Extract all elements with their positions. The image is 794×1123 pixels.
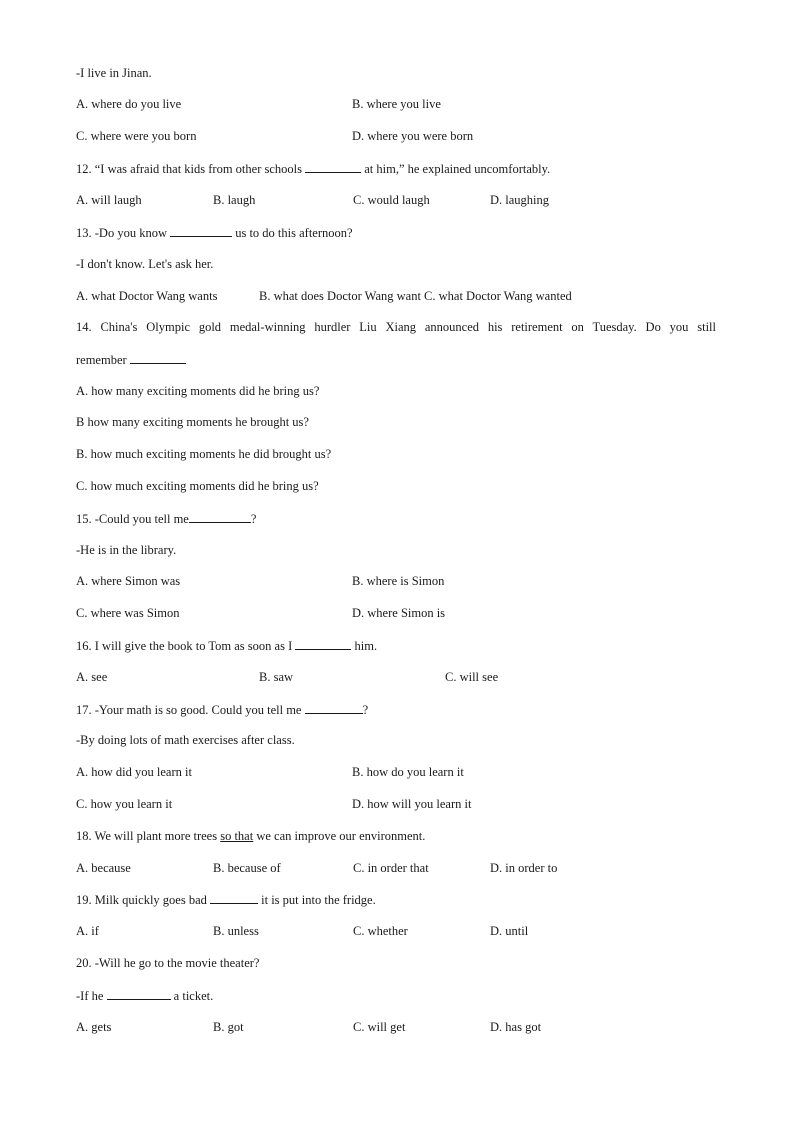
option-b-alt: B. how much exciting moments he did brought us?: [76, 447, 332, 461]
option-c: C. would laugh: [353, 193, 430, 207]
answer-blank: [170, 224, 232, 237]
question-text: -If he: [76, 989, 107, 1003]
option-b: B. saw: [259, 670, 294, 684]
option-d: D. where you were born: [352, 129, 474, 143]
option-b: B. unless: [213, 924, 259, 938]
option-b: B. got: [213, 1020, 244, 1034]
question-text: it is put into the fridge.: [258, 893, 376, 907]
option-d: D. until: [490, 924, 529, 938]
question-14-cont: [76, 351, 186, 368]
question-text: us to do this afternoon?: [232, 226, 353, 240]
option-c: C. how much exciting moments did he bring us?: [76, 479, 319, 493]
option-d: D. in order to: [490, 861, 558, 875]
question-18: [76, 828, 425, 844]
answer-blank: [305, 701, 363, 714]
question-14: 14. China's Olympic gold medal-winning hurdler Liu Xiang announced his retirement on Tuesday. Do you still: [76, 320, 716, 334]
question-text: 17. -Your math is so good. Could you tell me: [76, 703, 305, 717]
answer-blank: [130, 351, 186, 364]
option-b: B. where you live: [352, 97, 441, 111]
question-text: we can improve our environment.: [253, 829, 426, 843]
option-c: C. how you learn it: [76, 797, 173, 811]
option-c: C. in order that: [353, 861, 429, 875]
question-text: 12. “I was afraid that kids from other schools: [76, 162, 306, 176]
option-a: A. see: [76, 670, 108, 684]
question-text: him.: [351, 639, 378, 653]
question-17: [76, 701, 368, 718]
option-b: B. because of: [213, 861, 281, 875]
option-a: A. what Doctor Wang wants: [76, 289, 218, 303]
option-bc: B. what does Doctor Wang want C. what Doctor Wang wanted: [259, 289, 572, 303]
option-b: B how many exciting moments he brought us?: [76, 415, 309, 429]
option-a: A. gets: [76, 1020, 112, 1034]
underlined-phrase: so that: [220, 829, 254, 843]
question-13: [76, 224, 353, 241]
answer-line: -I live in Jinan.: [76, 66, 152, 80]
option-a: A. if: [76, 924, 99, 938]
question-text: ?: [362, 703, 369, 717]
answer-blank: [295, 637, 351, 650]
question-text: 16. I will give the book to Tom as soon as I: [76, 639, 296, 653]
option-a: A. where do you live: [76, 97, 182, 111]
option-a: A. how many exciting moments did he bring us?: [76, 384, 320, 398]
response-line: -He is in the library.: [76, 543, 177, 557]
option-d: D. how will you learn it: [352, 797, 472, 811]
response-line: -By doing lots of math exercises after class.: [76, 733, 295, 747]
response-line: -I don't know. Let's ask her.: [76, 257, 214, 271]
option-d: D. laughing: [490, 193, 550, 207]
question-text: 18. We will plant more trees: [76, 829, 221, 843]
answer-blank: [210, 891, 258, 904]
question-text: at him,” he explained uncomfortably.: [361, 162, 551, 176]
question-text: 13. -Do you know: [76, 226, 171, 240]
answer-blank: [107, 987, 171, 1000]
option-c: C. whether: [353, 924, 408, 938]
question-19: [76, 891, 376, 908]
answer-blank: [189, 510, 251, 523]
option-a: A. because: [76, 861, 131, 875]
option-d: D. where Simon is: [352, 606, 446, 620]
question-text: 15. -Could you tell me: [76, 512, 189, 526]
option-b: B. how do you learn it: [352, 765, 464, 779]
question-text: ?: [250, 512, 257, 526]
question-text: 19. Milk quickly goes bad: [76, 893, 211, 907]
option-b: B. laugh: [213, 193, 256, 207]
question-20-cont: [76, 987, 213, 1004]
option-a: A. will laugh: [76, 193, 142, 207]
option-c: C. will get: [353, 1020, 406, 1034]
option-c: C. will see: [445, 670, 499, 684]
question-15: [76, 510, 256, 527]
option-c: C. where was Simon: [76, 606, 180, 620]
question-12: [76, 160, 550, 177]
option-c: C. where were you born: [76, 129, 197, 143]
option-d: D. has got: [490, 1020, 542, 1034]
question-text: a ticket.: [170, 989, 214, 1003]
question-16: [76, 637, 377, 654]
option-a: A. where Simon was: [76, 574, 181, 588]
answer-blank: [305, 160, 361, 173]
option-a: A. how did you learn it: [76, 765, 192, 779]
option-b: B. where is Simon: [352, 574, 445, 588]
question-20: 20. -Will he go to the movie theater?: [76, 956, 260, 970]
question-text: remember: [76, 353, 130, 367]
